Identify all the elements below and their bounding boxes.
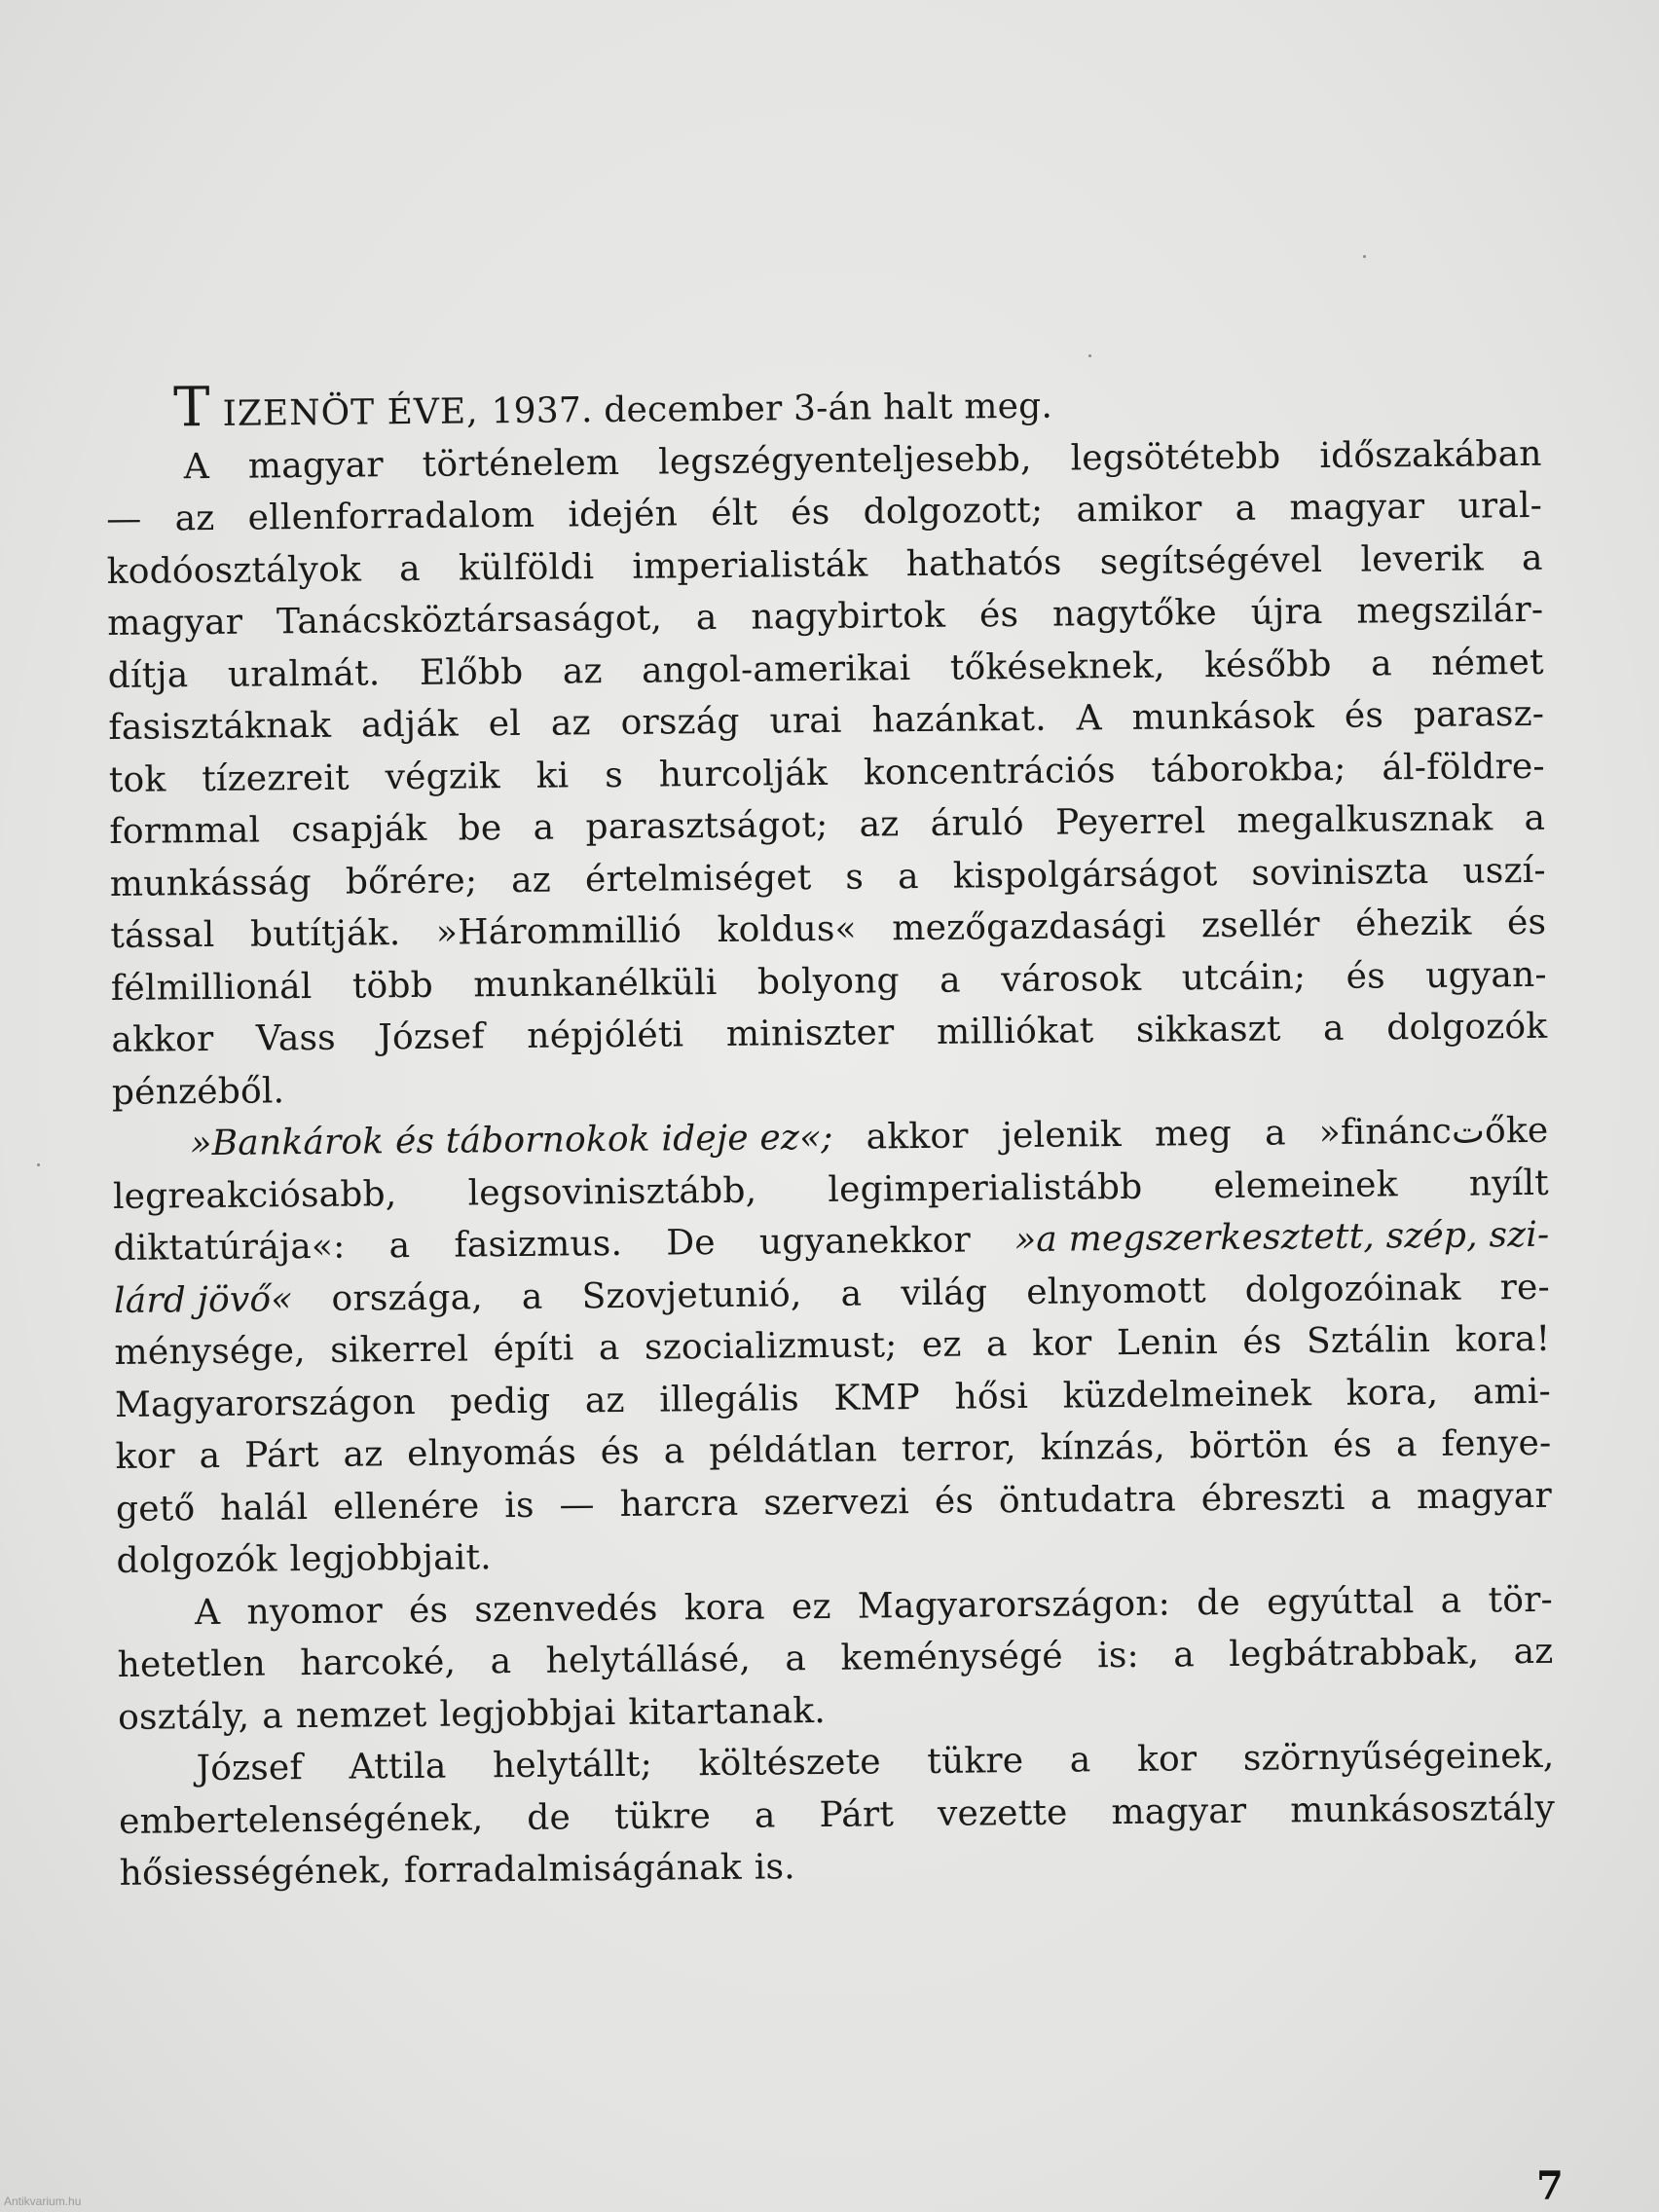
word: ki [535, 755, 570, 796]
word: uszí- [1462, 850, 1546, 892]
word: angol-amerikai [641, 647, 911, 691]
word: ménysége, [114, 1331, 307, 1373]
word: a [897, 856, 919, 897]
word: legimperialistább [828, 1166, 1143, 1210]
word: Előbb [419, 651, 524, 693]
word: ez [921, 1324, 962, 1365]
word: a [754, 1794, 776, 1836]
word: ellenforradalom [247, 495, 535, 538]
word: elnyomott [1026, 1270, 1206, 1312]
word: kodóosztályok [106, 548, 362, 592]
word: lárd jövő« [113, 1278, 293, 1321]
word: hazánkat. [871, 698, 1047, 741]
word: elemeinek [1213, 1163, 1398, 1206]
word: diktatúrája«: [113, 1226, 346, 1269]
word: ország [620, 701, 740, 743]
word: koldus« [717, 908, 857, 950]
word: milliókat [936, 1011, 1094, 1052]
word: a [490, 1641, 512, 1682]
word: történelem [422, 442, 620, 485]
word: időszakában [1319, 433, 1542, 476]
word: a [1235, 488, 1257, 529]
word: ural- [1457, 485, 1543, 527]
word: akkor [111, 1018, 214, 1060]
word: az [584, 1380, 625, 1420]
word: nemzet [295, 1694, 427, 1736]
word: Sztálin [1306, 1319, 1431, 1362]
word: legsovinisztább, [467, 1170, 757, 1213]
word: pénzéből. [111, 1070, 285, 1113]
word: a [663, 1431, 685, 1472]
word: Attila [349, 1746, 447, 1788]
word: nyomor [246, 1590, 384, 1633]
word: — [559, 1484, 595, 1526]
word: kora [683, 1587, 765, 1628]
word: az [1513, 1631, 1554, 1673]
word: kispolgárságot [952, 853, 1218, 897]
word: József [378, 1016, 485, 1058]
word: nagybirtok [751, 595, 946, 638]
word: Peyerrel [1054, 801, 1206, 843]
word: ami- [1472, 1371, 1552, 1413]
word: a [199, 1435, 221, 1477]
word: jelenik [1001, 1115, 1123, 1157]
word: vezette [937, 1792, 1068, 1834]
word: A [183, 446, 210, 487]
word: is. [754, 1847, 796, 1888]
word: és [600, 1431, 641, 1473]
word: halál [219, 1487, 309, 1529]
word: a [1370, 1476, 1392, 1518]
word: költészete [698, 1742, 881, 1785]
word: mezőgazdasági [892, 905, 1166, 949]
word: szenvedés [474, 1588, 658, 1630]
word: dolgozók [116, 1539, 277, 1581]
word: kínzás, [1040, 1426, 1166, 1468]
word: harcra [619, 1483, 739, 1525]
word: és [1332, 1424, 1373, 1465]
word: Párt [243, 1434, 319, 1476]
word: városok [1001, 958, 1142, 1000]
word: és [934, 1480, 975, 1522]
word: KMP [833, 1377, 921, 1419]
word: a [521, 1276, 543, 1317]
word: áruló [930, 802, 1024, 844]
word: tízezreit [202, 757, 350, 799]
word: és [1506, 902, 1547, 943]
word: munkások [1131, 696, 1315, 738]
word: Párt [819, 1793, 895, 1835]
word: dolgozók [1386, 1006, 1548, 1049]
word: urai [769, 700, 842, 742]
word: magyar [1289, 486, 1425, 529]
word: tok [108, 758, 166, 800]
watermark-text: Antikvarium.hu [4, 2194, 82, 2208]
word: s [605, 755, 624, 795]
word: a [1173, 1635, 1196, 1676]
word: uralmát. [227, 652, 381, 695]
word: a [695, 597, 718, 639]
word: embertelenségének, [118, 1797, 484, 1842]
word: tőkéseknek, [949, 645, 1165, 688]
word: legsötétebb [1070, 435, 1281, 478]
word: hurcolják [658, 753, 829, 795]
word: a [985, 1324, 1008, 1365]
word: a [398, 548, 422, 589]
word: magyar [1416, 1475, 1553, 1517]
word: szocializmust; [644, 1325, 898, 1368]
word: nagytőke [1051, 593, 1218, 635]
word: Vass [255, 1017, 337, 1059]
word: Lenin [1116, 1322, 1219, 1364]
opening-line-text: 1937. december 3-án halt meg. [491, 386, 1053, 432]
word: éhezik [1355, 903, 1472, 944]
word: helytállt; [492, 1744, 653, 1787]
word: keménységé [840, 1636, 1063, 1678]
word: a [1322, 1008, 1345, 1050]
word: öntudatra [998, 1478, 1177, 1521]
word: dítja [107, 654, 189, 696]
word: legreakciósabb, [112, 1173, 397, 1217]
word: is: [1096, 1635, 1140, 1677]
word: hetetlen [117, 1643, 267, 1685]
print-speck [1363, 255, 1366, 258]
word: a [939, 960, 962, 1001]
word: az [859, 804, 900, 845]
word: A [194, 1592, 221, 1633]
word: újra [1250, 592, 1323, 633]
word: országa, [331, 1276, 484, 1319]
word: József [196, 1748, 304, 1789]
word: csapják [291, 808, 427, 851]
word: kitartanak. [628, 1690, 827, 1733]
word: később [1203, 644, 1332, 685]
word: sikkaszt [1135, 1009, 1281, 1051]
word: is [504, 1485, 535, 1526]
word: butítják. [249, 913, 401, 955]
word: az [343, 1434, 384, 1475]
word: a [1440, 1580, 1462, 1621]
word: munkanélküli [473, 962, 718, 1005]
word: táborokba; [1151, 748, 1346, 791]
word: tör- [1488, 1579, 1554, 1620]
word: szervezi [763, 1481, 910, 1524]
word: imperialisták [632, 543, 868, 587]
word: kora! [1455, 1318, 1551, 1360]
word: a [1524, 797, 1546, 839]
word: »Hárommillió [435, 910, 682, 953]
word: a [1069, 1740, 1091, 1781]
word: német [1431, 642, 1544, 683]
word: soviniszta [1251, 851, 1429, 894]
word: börtön [1189, 1425, 1309, 1467]
word: a [533, 807, 555, 848]
word: tással [110, 914, 215, 956]
word: ál-földre- [1382, 746, 1545, 788]
word: és [791, 492, 830, 534]
word: fasizmus. [454, 1223, 623, 1266]
word: fasisztáknak [108, 705, 332, 748]
word: adják [360, 704, 460, 746]
word: koncentrációs [863, 750, 1116, 793]
word: munkásosztály [1290, 1788, 1556, 1830]
word: hősi [954, 1376, 1029, 1418]
word: leverik [1360, 537, 1485, 580]
word: dolgozott; [863, 490, 1044, 533]
word: és [1242, 1321, 1282, 1362]
word: Szovjetunió, [581, 1273, 802, 1316]
word: »Bankárok és tábornokok ideje ez«; [190, 1117, 833, 1164]
word: a [785, 1639, 807, 1679]
word: küzdelmeinek [1062, 1373, 1312, 1417]
word: nyílt [1468, 1162, 1550, 1204]
word: de [527, 1796, 571, 1838]
word: magyar [107, 602, 243, 644]
word: — [106, 498, 142, 539]
word: megszilár- [1356, 589, 1544, 632]
page-number: 7 [1536, 2163, 1564, 2209]
word: »fináncتőke [1318, 1110, 1549, 1154]
word: végzik [385, 756, 501, 797]
word: elnyomás [407, 1432, 577, 1475]
word: az [174, 498, 215, 539]
word: parasztságot; [585, 804, 829, 848]
word: terror, [901, 1428, 1017, 1470]
word: kor [1031, 1323, 1092, 1364]
word: ugyan- [1425, 954, 1548, 996]
word: megalkusznak [1236, 798, 1493, 841]
word: magyar [1111, 1790, 1247, 1832]
word: a [1521, 537, 1543, 578]
word: a [1370, 643, 1392, 684]
word: bolyong [756, 960, 900, 1003]
word: segítségével [1099, 539, 1323, 582]
word: sikerrel [330, 1329, 469, 1371]
word: Magyarországon [114, 1382, 417, 1425]
word: az [550, 703, 591, 744]
word: és [978, 595, 1019, 636]
word: osztály, [117, 1696, 250, 1738]
word: külföldi [458, 546, 595, 589]
word: formmal [109, 810, 261, 852]
word: zsellér [1200, 904, 1320, 946]
word: legszégyenteljesebb, [657, 438, 1032, 483]
word: kora, [1346, 1372, 1439, 1414]
word: kor [1136, 1739, 1198, 1780]
print-speck [37, 1163, 40, 1166]
print-speck [1088, 354, 1091, 357]
word: hősiességének, [119, 1851, 392, 1894]
word: tükre [613, 1795, 712, 1837]
word: ez [791, 1586, 831, 1627]
word: parasz- [1413, 693, 1545, 736]
word: az [510, 860, 552, 901]
word: munkásság [109, 862, 313, 904]
word: a [840, 1273, 863, 1314]
word: re- [1499, 1267, 1551, 1308]
word: a [262, 1695, 284, 1737]
word: A [1076, 698, 1103, 739]
word: be [458, 808, 502, 849]
word: miniszter [725, 1013, 895, 1054]
word: el [488, 703, 522, 745]
word: egyúttal [1266, 1580, 1415, 1623]
word: amikor [1076, 489, 1202, 531]
word: hathatós [905, 542, 1062, 584]
word: példátlan [709, 1429, 878, 1472]
word: félmillionál [110, 966, 313, 1009]
word: helytállásé, [545, 1639, 752, 1681]
word: Magyarországon: [857, 1583, 1171, 1627]
word: a [1395, 1424, 1418, 1465]
word: s [845, 857, 865, 898]
word: ugyanekkor [758, 1220, 972, 1263]
word: világ [901, 1272, 988, 1313]
word: idején [568, 494, 679, 535]
word: pedig [450, 1381, 551, 1422]
word: dolgozóinak [1244, 1268, 1461, 1310]
word: magyar [247, 444, 384, 487]
word: kor [115, 1436, 176, 1477]
word: a [1264, 1113, 1286, 1154]
word: népjóléti [527, 1014, 684, 1056]
word: értelmiséget [584, 857, 812, 900]
word: gető [115, 1488, 196, 1530]
word: tükre [927, 1741, 1024, 1782]
word: legbátrabbak, [1229, 1632, 1480, 1675]
word: szörnyűségeinek, [1242, 1735, 1555, 1779]
word: ellenére [332, 1485, 480, 1528]
word: és [408, 1590, 449, 1631]
word: forradalmiságának [403, 1847, 742, 1892]
word: ébreszti [1200, 1477, 1346, 1519]
word: és [1344, 695, 1384, 736]
word: illegális [659, 1378, 800, 1420]
body-text [105, 376, 1556, 1900]
word: és [1346, 955, 1386, 997]
word: több [351, 965, 434, 1007]
word: építi [493, 1328, 574, 1370]
word: harcoké, [300, 1641, 457, 1684]
word: de [1196, 1582, 1241, 1623]
word: De [666, 1223, 717, 1264]
word: utcáin; [1181, 956, 1307, 998]
word: a [598, 1327, 620, 1369]
word: »a megszerkesztett, szép, szi- [1014, 1214, 1550, 1261]
word: legjobbjai [439, 1692, 616, 1735]
word: akkor [866, 1116, 969, 1158]
word: meg [1154, 1113, 1233, 1155]
word: fenye- [1441, 1422, 1552, 1464]
word: a [388, 1226, 411, 1267]
word: legjobbjait. [289, 1537, 492, 1580]
drop-letter: TIZENÖT ÉVE, [172, 375, 479, 440]
word: Tanácsköztársaságot, [276, 598, 663, 643]
word: bőrére; [345, 860, 478, 903]
word: élt [711, 493, 758, 535]
word: az [562, 650, 603, 692]
